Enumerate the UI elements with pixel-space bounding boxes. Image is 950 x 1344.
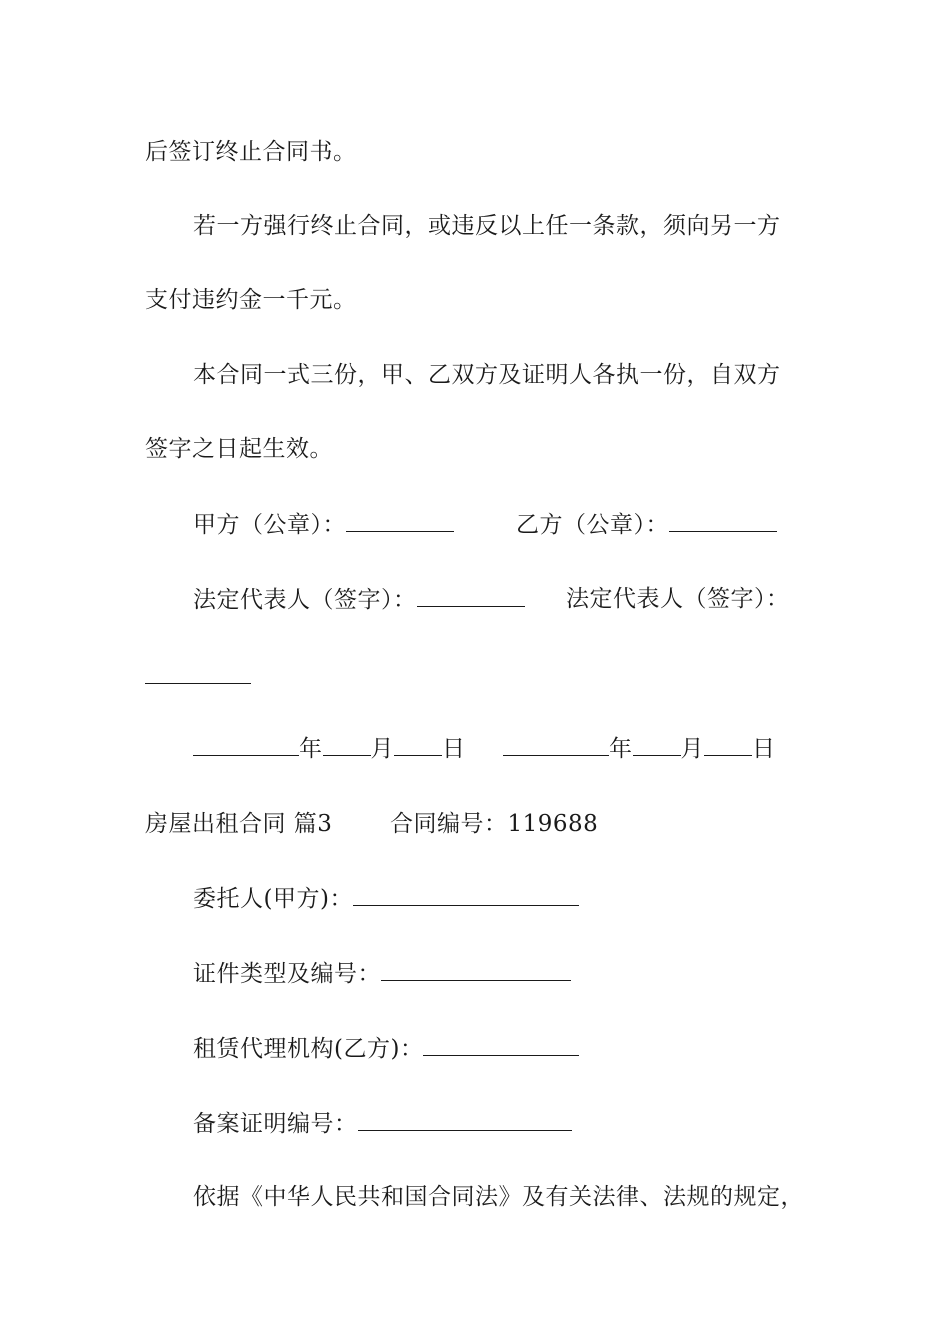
paragraph-line: 支付违约金一千元。 [145,287,357,313]
contract-number-row [390,809,598,839]
party-a-seal-label: 甲方（公章）： [193,512,346,538]
day-blank [394,733,442,756]
party-b-seal-row [516,509,777,540]
party-b-seal-label: 乙方（公章）： [516,512,669,538]
id-type-label: 证件类型及编号： [193,961,381,987]
day-label: 日 [442,736,466,762]
legal-basis-line: 依据《中华人民共和国合同法》及有关法律、法规的规定， [193,1184,804,1210]
day-label: 日 [752,736,776,762]
party-b-seal-blank [669,509,777,532]
filing-number-label: 备案证明编号： [193,1111,358,1137]
year-label: 年 [609,736,633,762]
paragraph-line: 签字之日起生效。 [145,436,333,462]
legal-rep-b-blank [145,683,251,684]
principal-blank [353,883,579,906]
legal-rep-b-label: 法定代表人（签字）： [566,586,790,612]
year-blank [503,733,609,756]
legal-rep-a-label: 法定代表人（签字）： [193,587,417,613]
agency-blank [423,1033,579,1056]
date-b-row [503,733,776,764]
date-a-row [193,733,466,764]
party-a-seal-row [193,509,454,540]
month-blank [633,733,681,756]
year-blank [193,733,299,756]
principal-row [193,883,579,914]
id-type-blank [381,958,571,981]
section-title: 房屋出租合同 篇3 [145,811,333,837]
party-a-seal-blank [346,509,454,532]
month-blank [323,733,371,756]
paragraph-line: 后签订终止合同书。 [145,139,357,165]
legal-rep-a-row [193,584,525,615]
principal-label: 委托人(甲方)： [193,886,353,912]
filing-number-row [193,1108,572,1139]
day-blank [704,733,752,756]
contract-number-label: 合同编号： [390,811,508,837]
legal-rep-b-row [566,584,790,614]
month-label: 月 [680,736,704,762]
year-label: 年 [299,736,323,762]
agency-row [193,1033,579,1064]
paragraph-line: 本合同一式三份，甲、乙双方及证明人各执一份，自双方 [193,362,781,388]
id-type-row [193,958,571,989]
agency-label: 租赁代理机构(乙方)： [193,1036,424,1062]
paragraph-line: 若一方强行终止合同，或违反以上任一条款，须向另一方 [193,213,781,239]
legal-rep-a-blank [417,584,525,607]
month-label: 月 [370,736,394,762]
contract-number-value: 119688 [507,811,599,837]
filing-number-blank [358,1108,572,1131]
